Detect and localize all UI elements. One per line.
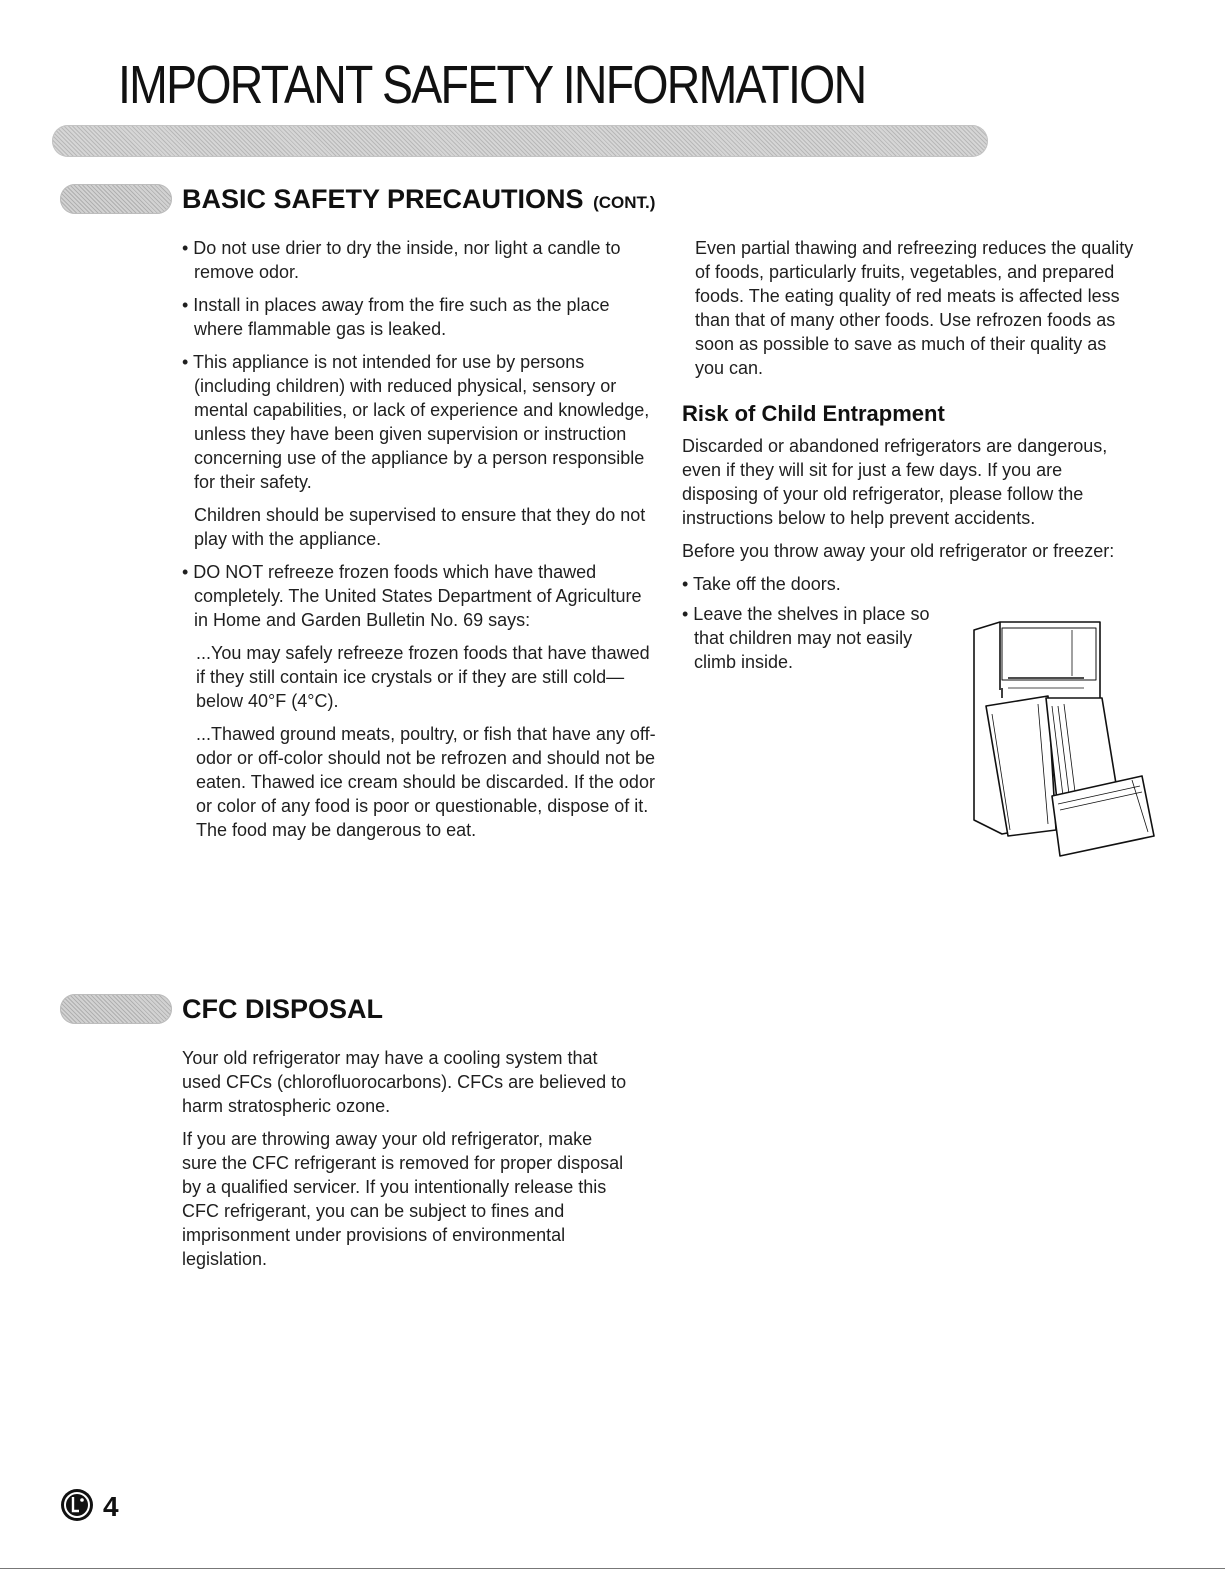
continuation-text: Even partial thawing and refreezing reduces the quality of foods, particularly fruits, vegetables, and prepared foods. The eating quality of red meats is affected less than that of many other foods. Use refrozen foods as soon as possible to save as much of their quality as you can. [695,238,1134,378]
list-item: • This appliance is not intended for use by persons (including children) with reduced physical, sensory or mental capabilities, or lack of experience and knowledge, unless they have been given supervision or instruction concerning use of the appliance by a person responsible for their safety. [182,352,650,492]
note-text: Children should be supervised to ensure that they do not play with the appliance. [194,505,646,549]
bottom-rule [0,1568,1225,1569]
list-item: • Install in places away from the fire such as the place where flammable gas is leaked. [182,295,610,339]
section-heading-suffix: (CONT.) [593,193,656,212]
left-column [182,236,660,851]
title-decoration-bar [52,125,988,157]
page-title: IMPORTANT SAFETY INFORMATION [118,55,866,115]
page-number: 4 [103,1491,119,1522]
right-column [682,236,1136,683]
section-heading-basic-safety [182,184,655,215]
refrigerator-doors-removed-icon [972,620,1158,860]
cfc-text: Your old refrigerator may have a cooling system that used CFCs (chlorofluorocarbons). CFCs are believed to harm stratospheric ozone. [182,1048,627,1116]
list-item: • Take off the doors. [682,574,841,594]
list-item: • Do not use drier to dry the inside, nor light a candle to remove odor. [182,238,621,282]
child-entrapment-heading: Risk of Child Entrapment [682,401,945,426]
cfc-column [182,1046,632,1280]
section-heading-text: BASIC SAFETY PRECAUTIONS [182,184,584,214]
child-entrapment-text: Discarded or abandoned refrigerators are dangerous, even if they will sit for just a few days. If you are disposing of your old refrigerator, please follow the instructions below to help prevent accidents. [682,436,1108,528]
section-heading-cfc: CFC DISPOSAL [182,994,384,1024]
quoted-text: ...Thawed ground meats, poultry, or fish that have any off-odor or off-color should not be refrozen and should not be eaten. Thawed ice cream should be discarded. If the odor or color of any food is poor or questionable, dispose of it. The food may be dangerous to eat. [196,724,656,840]
list-item: • Leave the shelves in place so that children may not easily climb inside. [682,604,930,672]
quoted-text: ...You may safely refreeze frozen foods that have thawed if they still contain ice crystals or if they are still cold—below 40°F (4°C). [196,643,650,711]
child-entrapment-text: Before you throw away your old refrigerator or freezer: [682,541,1115,561]
lg-logo-icon [60,1488,94,1522]
cfc-text: If you are throwing away your old refrigerator, make sure the CFC refrigerant is removed for proper disposal by a qualified servicer. If you intentionally release this CFC refrigerant, you can be subject to fines and imprisonment under provisions of environmental legislation. [182,1129,624,1269]
section-marker-pill [60,184,172,214]
list-item: • DO NOT refreeze frozen foods which have thawed completely. The United States Department of Agriculture in Home and Garden Bulletin No. 69 says: [182,562,642,630]
section-marker-pill [60,994,172,1024]
